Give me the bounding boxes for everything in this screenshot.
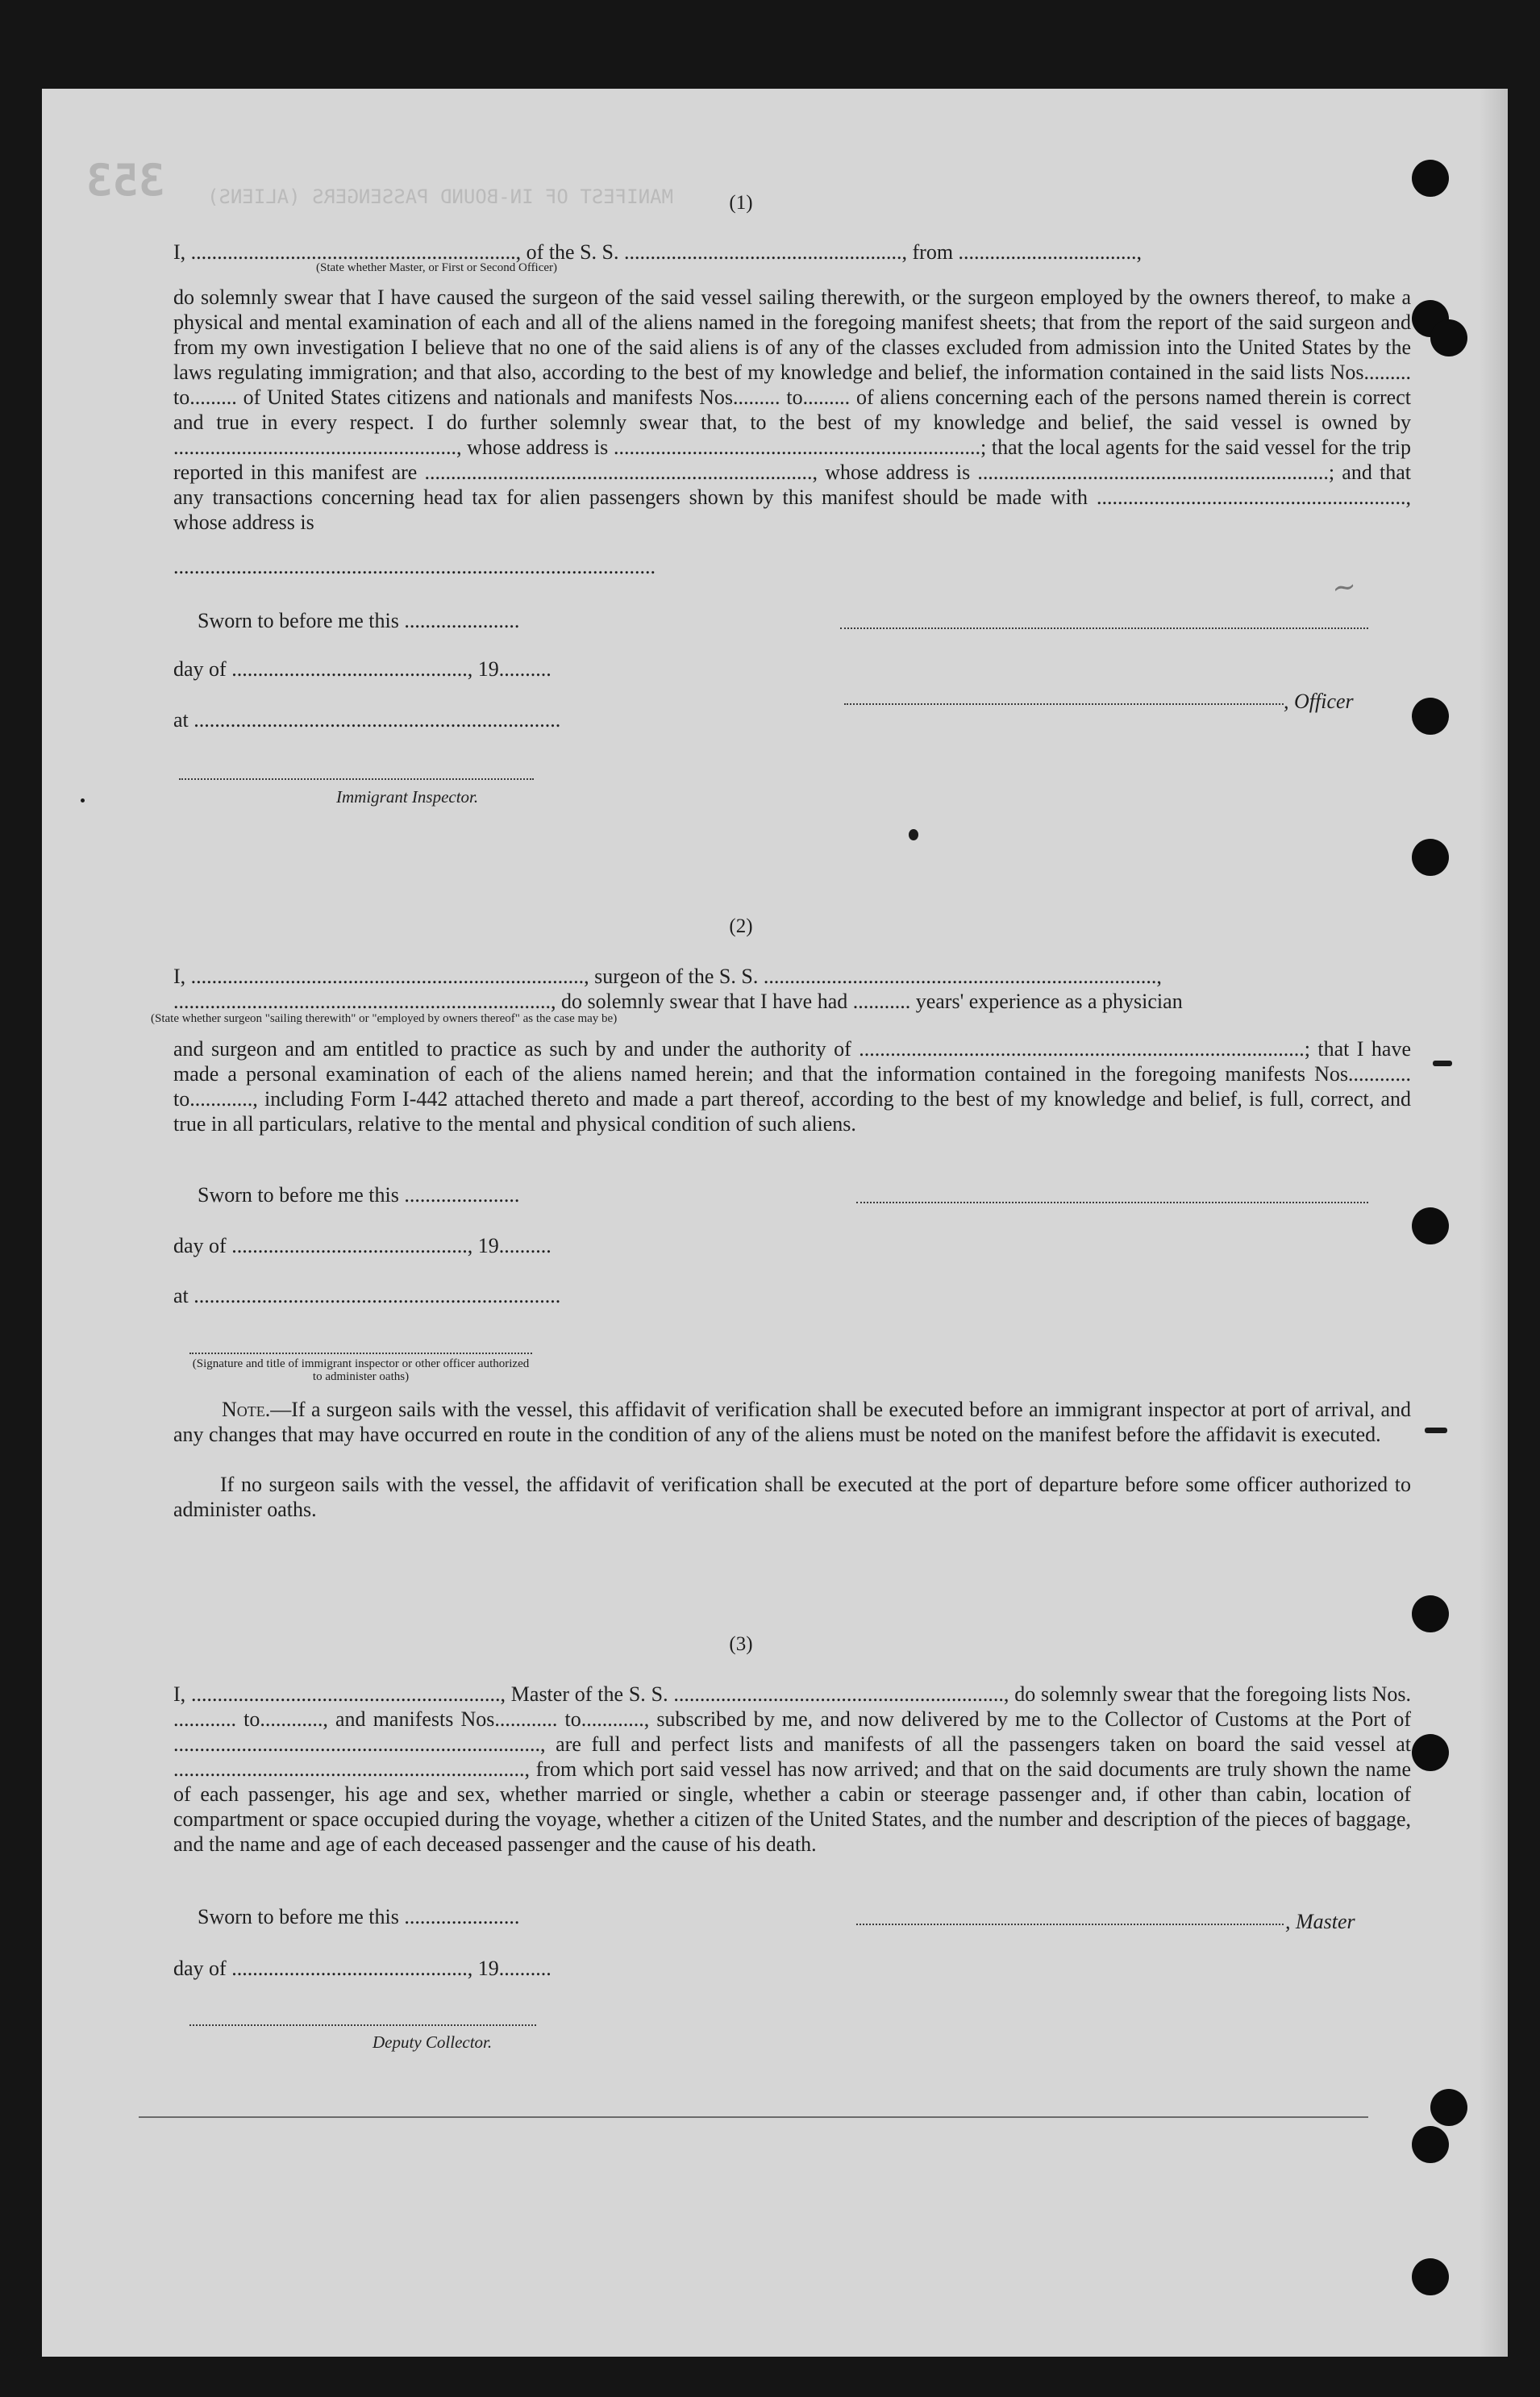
- section-2-administrator-signature-line: [189, 1353, 532, 1354]
- section-3-heading: (3): [729, 1633, 753, 1655]
- section-2-oath-line: I, ..........................................................................., surgeon of the S. S. ...........................................................................,: [173, 965, 1162, 988]
- punch-hole: [1430, 319, 1467, 356]
- section-2-at-line: at ......................................................................: [173, 1284, 561, 1307]
- handwriting-mark: ~: [1330, 569, 1359, 606]
- section-2-day-line: day of ............................................., 19..........: [173, 1234, 551, 1257]
- section-2-note: [173, 1397, 1411, 1447]
- section-1-oath-line: I, .............................................................., of the S. S. ....................................................., from ..................................,: [173, 240, 1143, 264]
- section-1-sworn-line: Sworn to before me this ......................: [198, 609, 520, 632]
- section-2-paragraph: and surgeon and am entitled to practice as such by and under the authority of .....................................................................................; that I have made a personal examination of each of the aliens named herein; and that the information contained in the foregoing manifests Nos............ to............, including Form I-442 attached thereto and made a part thereof, according to the best of my knowledge and belief, is full, correct, and true in all particulars, relative to the mental and physical condition of such aliens.: [173, 1037, 1411, 1136]
- section-1-officer-label: , Officer: [1284, 690, 1354, 713]
- section-3-collector-signature-line: [189, 2024, 536, 2026]
- section-1-paragraph: do solemnly swear that I have caused the surgeon of the said vessel sailing therewith, or the surgeon employed by the owners thereof, to make a physical and mental examination of each and all of the aliens named in the foregoing manifest sheets; that from the report of the said surgeon and from my own investigation I believe that no one of the said aliens is of any of the classes excluded from admission into the United States by the laws regulating immigration; and that also, according to the best of my knowledge and belief, the information contained in the said lists Nos......... to......... of United States citizens and nationals and manifests Nos......... to......... of aliens concerning each of the persons named therein is correct and true in every respect. I do further solemnly swear that, to the best of my knowledge and belief, the said vessel is owned by ......................................................, whose address is ......................................................................; that the local agents for the said vessel for the trip reported in this manifest are .........................................................................., whose address is ...................................................................; and that any transactions concerning head tax for alien passengers shown by this manifest should be made with ..........................................................., whose address is: [173, 286, 1411, 534]
- ink-speck: [1425, 1428, 1447, 1433]
- note-text: —If a surgeon sails with the vessel, this affidavit of verification shall be executed before an immigrant inspector at port of arrival, and any changes that may have occurred en route in the condition of any of the aliens must be noted on the manifest before the affidavit is executed.: [173, 1398, 1411, 1446]
- section-3-master-label: , Master: [1285, 1910, 1355, 1933]
- punch-hole: [1412, 2126, 1449, 2163]
- section-1-heading: (1): [729, 192, 753, 214]
- punch-hole: [1412, 2258, 1449, 2295]
- section-1-trailing-dots: ............................................................................................: [173, 555, 656, 578]
- punch-hole: [1412, 1595, 1449, 1632]
- section-1-officer-caption: (State whether Master, or First or Second Officer): [316, 261, 558, 274]
- section-1-inspector-label: Immigrant Inspector.: [336, 787, 479, 807]
- section-3-day-line: day of ............................................., 19..........: [173, 1957, 551, 1980]
- ink-speck: [1433, 1061, 1452, 1066]
- bleed-through-header: MANIFEST OF IN-BOUND PASSENGERS (ALIENS): [207, 186, 673, 208]
- punch-hole: [1412, 839, 1449, 876]
- note-label: Note.: [222, 1398, 271, 1421]
- section-1-at-line: at ......................................................................: [173, 708, 561, 732]
- punch-hole: [1412, 160, 1449, 197]
- punch-hole: [1430, 2089, 1467, 2126]
- bottom-rule: [139, 2116, 1368, 2118]
- punch-hole: [1412, 1734, 1449, 1771]
- section-2-heading: (2): [729, 915, 753, 937]
- section-1-inspector-signature-line: [179, 778, 534, 780]
- section-3-paragraph: I, ..........................................................., Master of the S. S. ..............................................................., do solemnly swear that the foregoing lists Nos. ............ to............, and manifests Nos............ to............, subscribed by me, and now delivered by me to the Collector of Customs at the Port of ......................................................................, are full and perfect lists and manifests of all the passengers taken on board the said vessel at ..................................................................., from which port said vessel has now arrived; and that on the said documents are truly shown the name of each passenger, his age and sex, whether married or single, whether a cabin or steerage passenger and, if other than cabin, location of compartment or space occupied during the voyage, whether a citizen of the United States, and the number and description of the pieces of baggage, and the name and age of each deceased passenger and the cause of his death.: [173, 1682, 1411, 1856]
- section-2-sworn-line: Sworn to before me this ......................: [198, 1183, 520, 1207]
- punch-hole: [1412, 698, 1449, 735]
- ink-speck: [81, 798, 85, 802]
- bleed-through-page-number: 353: [86, 155, 165, 206]
- punch-hole: [1412, 1207, 1449, 1244]
- section-1-officer-signature-line: [844, 703, 1284, 705]
- section-2-note-2: If no surgeon sails with the vessel, the affidavit of verification shall be executed at the port of departure before some officer authorized to administer oaths.: [173, 1473, 1411, 1521]
- section-1-day-line: day of ............................................., 19..........: [173, 657, 551, 681]
- section-2-signature-line: [856, 1202, 1368, 1203]
- section-3-collector-label: Deputy Collector.: [373, 2032, 493, 2052]
- section-1-signature-line: [840, 627, 1368, 629]
- ink-speck: [909, 829, 918, 840]
- document-page: [42, 89, 1508, 2357]
- section-2-experience-line: ........................................................................, do solemnly swear that I have had ........... years' experience as a physician: [173, 990, 1183, 1013]
- page-edge-shadow: [1479, 89, 1508, 2357]
- section-2-surgeon-caption: (State whether surgeon "sailing therewith" or "employed by owners thereof" as the case may be): [151, 1012, 618, 1025]
- section-3-sworn-line: Sworn to before me this ......................: [198, 1905, 520, 1928]
- section-3-master-signature-line: [856, 1924, 1284, 1925]
- section-2-signature-caption: (Signature and title of immigrant inspector or other officer authorized to administer oaths): [192, 1357, 530, 1383]
